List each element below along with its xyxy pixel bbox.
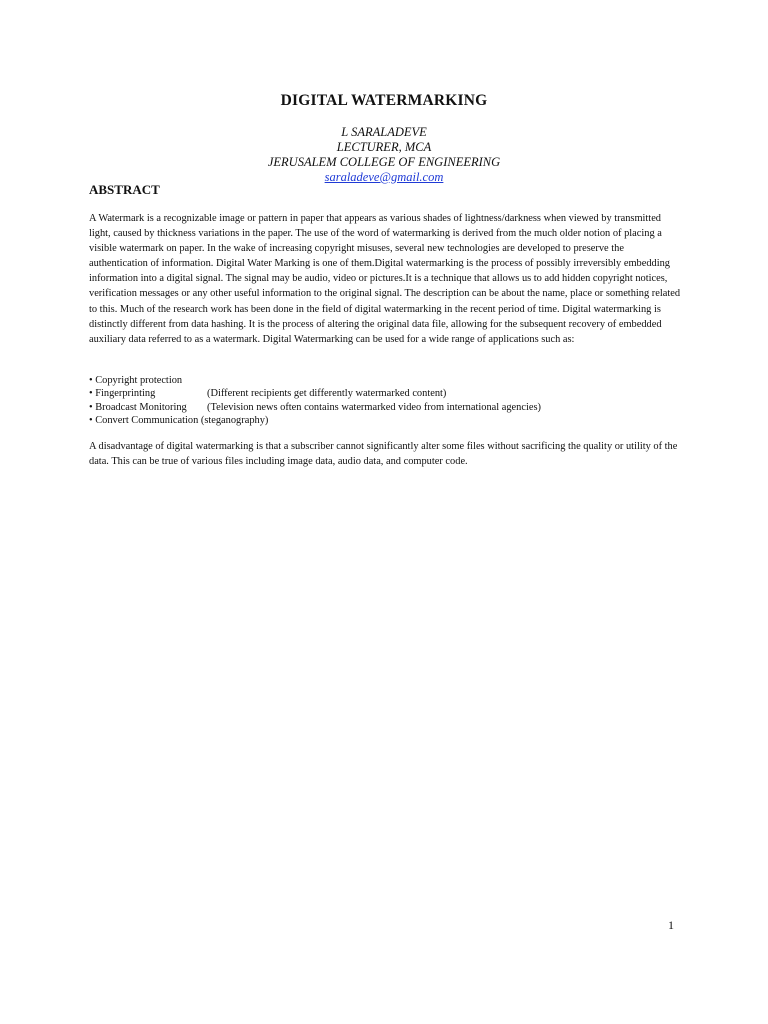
page-number: 1 — [668, 918, 674, 932]
list-item-label: • Fingerprinting — [89, 388, 156, 400]
abstract-paragraph-1: A Watermark is a recognizable image or pattern in paper that appears as various shades of lightness/darkness when viewed by transmitted light, caused by thickness variations in the paper. The use of the word of watermarking is derived from the much older notion of placing a visible watermark on paper. In the wake of increasing copyright misuses, several new technologies are developed to preserve the authentication of information. Digital Water Marking is one of them.Digital watermarking is the process of possibly irreversibly embedding information into a digital signal. The signal may be audio, video or pictures.It is a technique that allows us to add hidden copyright notices, verification messages or any other useful information to the original signal. The description can be about the name, place or something related to this. Much of the research work has been done in the field of digital watermarking in the recent period of time. Digital watermarking is distinctly different from data hashing. It is the process of altering the original data file, allowing for the subsequent recovery of embedded auxiliary data referred to as a watermark. Digital Watermarking can be used for a wide range of applications such as: — [89, 213, 681, 345]
list-item — [89, 401, 681, 414]
list-item — [89, 374, 681, 387]
author-name: L SARALADEVE — [341, 125, 427, 139]
list-item — [89, 414, 681, 427]
list-item-label: • Copyright protection — [89, 375, 183, 386]
list-item-description: (Television news often contains watermarked video from international agencies) — [207, 401, 541, 413]
author-email-link[interactable]: saraladeve@gmail.com — [324, 170, 444, 184]
list-item-label: • Convert Communication (steganography) — [89, 414, 269, 426]
abstract-paragraph-2: A disadvantage of digital watermarking is that a subscriber cannot significantly alter some files without sacrificing the quality or utility of the data. This can be true of various files including image data, audio data, and computer code. — [89, 441, 678, 468]
author-institution: JERUSALEM COLLEGE OF ENGINEERING — [267, 155, 501, 169]
list-item-label: • Broadcast Monitoring — [89, 401, 187, 413]
author-block — [0, 125, 768, 185]
applications-list — [89, 374, 681, 427]
abstract-heading: ABSTRACT — [89, 182, 160, 197]
list-item-description: (Different recipients get differently watermarked content) — [207, 388, 447, 400]
author-position: LECTURER, MCA — [336, 140, 432, 154]
list-item — [89, 387, 681, 400]
document-title: DIGITAL WATERMARKING — [280, 92, 488, 109]
